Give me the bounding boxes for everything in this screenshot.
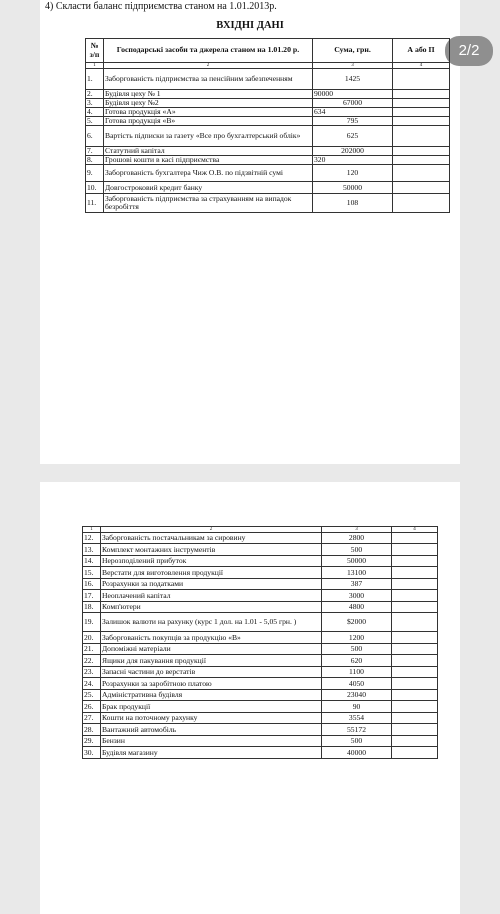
row-number: 13. — [83, 544, 101, 556]
row-asset-or-liability — [392, 567, 438, 579]
row-sum: 4050 — [322, 678, 392, 690]
table-row — [83, 644, 438, 655]
row-asset-or-liability — [392, 701, 438, 713]
row-item-name: Будівля цеху №2 — [104, 99, 313, 108]
row-asset-or-liability — [393, 90, 450, 99]
table-row — [86, 147, 450, 156]
row-item-name: Заборгованість постачальникам за сировину — [101, 533, 322, 544]
column-number: 4 — [393, 63, 450, 69]
row-item-name: Вантажний автомобіль — [101, 724, 322, 736]
row-item-name: Довгостроковий кредит банку — [104, 182, 313, 194]
row-asset-or-liability — [392, 544, 438, 556]
row-asset-or-liability — [392, 602, 438, 613]
table-row — [83, 736, 438, 747]
table-row — [86, 126, 450, 147]
row-sum: 108 — [313, 194, 393, 213]
table-row — [83, 632, 438, 644]
row-item-name: Заборгованість підприємства за пенсійним забезпеченням — [104, 69, 313, 90]
row-sum: 625 — [313, 126, 393, 147]
row-number: 22. — [83, 655, 101, 667]
row-sum: $2000 — [322, 613, 392, 632]
row-item-name: Будівля цеху № 1 — [104, 90, 313, 99]
row-number: 4. — [86, 108, 104, 117]
row-asset-or-liability — [392, 678, 438, 690]
table-row — [86, 69, 450, 90]
column-number: 1 — [83, 527, 101, 533]
column-number: 3 — [313, 63, 393, 69]
row-number: 18. — [83, 602, 101, 613]
table-row — [83, 690, 438, 701]
row-asset-or-liability — [392, 724, 438, 736]
row-item-name: Брак продукції — [101, 701, 322, 713]
page-counter-badge: 2/2 — [445, 36, 493, 66]
row-asset-or-liability — [393, 99, 450, 108]
row-number: 19. — [83, 613, 101, 632]
table-row — [83, 602, 438, 613]
table-row — [83, 655, 438, 667]
table-row — [83, 678, 438, 690]
row-number: 20. — [83, 632, 101, 644]
row-asset-or-liability — [392, 556, 438, 567]
row-item-name: Розрахунки за заробітною платою — [101, 678, 322, 690]
table-row — [83, 567, 438, 579]
row-asset-or-liability — [392, 533, 438, 544]
table-row — [83, 533, 438, 544]
row-number: 7. — [86, 147, 104, 156]
row-asset-or-liability — [392, 613, 438, 632]
header-number: № з/п — [86, 39, 104, 63]
table-row — [83, 556, 438, 567]
table-row — [83, 613, 438, 632]
row-number: 28. — [83, 724, 101, 736]
row-sum: 202000 — [313, 147, 393, 156]
row-sum: 50000 — [322, 556, 392, 567]
row-sum: 1100 — [322, 667, 392, 678]
row-sum: 320 — [313, 156, 393, 165]
row-sum: 634 — [313, 108, 393, 117]
row-asset-or-liability — [392, 736, 438, 747]
row-sum: 387 — [322, 579, 392, 590]
row-number: 14. — [83, 556, 101, 567]
table-row — [83, 590, 438, 602]
row-asset-or-liability — [393, 194, 450, 213]
row-asset-or-liability — [392, 747, 438, 759]
row-sum: 795 — [313, 117, 393, 126]
header-asset-or-liability: А або П — [393, 39, 450, 63]
row-item-name: Заборгованість покупців за продукцію «В» — [101, 632, 322, 644]
row-item-name: Неоплачений капітал — [101, 590, 322, 602]
row-sum: 620 — [322, 655, 392, 667]
row-sum: 23040 — [322, 690, 392, 701]
row-number: 3. — [86, 99, 104, 108]
row-item-name: Готова продукція «А» — [104, 108, 313, 117]
header-sum: Сума, грн. — [313, 39, 393, 63]
row-number: 5. — [86, 117, 104, 126]
row-asset-or-liability — [392, 690, 438, 701]
row-number: 6. — [86, 126, 104, 147]
row-item-name: Адміністративна будівля — [101, 690, 322, 701]
row-sum: 3554 — [322, 713, 392, 724]
input-data-table-2 — [82, 526, 438, 759]
row-asset-or-liability — [392, 579, 438, 590]
row-number: 21. — [83, 644, 101, 655]
row-asset-or-liability — [393, 117, 450, 126]
row-number: 1. — [86, 69, 104, 90]
row-sum: 2800 — [322, 533, 392, 544]
row-sum: 67000 — [313, 99, 393, 108]
row-asset-or-liability — [393, 165, 450, 182]
table-row — [86, 165, 450, 182]
row-sum: 500 — [322, 544, 392, 556]
row-item-name: Комп'ютери — [101, 602, 322, 613]
column-number: 3 — [322, 527, 392, 533]
table-row — [86, 90, 450, 99]
table-row — [86, 99, 450, 108]
input-data-table-1 — [85, 38, 450, 213]
column-number: 1 — [86, 63, 104, 69]
row-asset-or-liability — [393, 182, 450, 194]
table-row — [83, 579, 438, 590]
row-asset-or-liability — [393, 156, 450, 165]
table-row — [86, 117, 450, 126]
row-asset-or-liability — [392, 590, 438, 602]
row-number: 25. — [83, 690, 101, 701]
header-item: Господарські засоби та джерела станом на 1.01.20 р. — [104, 39, 313, 63]
row-item-name: Розрахунки за податками — [101, 579, 322, 590]
row-item-name: Грошові кошти в касі підприємства — [104, 156, 313, 165]
row-item-name: Заборгованість бухгалтера Чиж О.В. по підзвітній сумі — [104, 165, 313, 182]
row-number: 26. — [83, 701, 101, 713]
row-sum: 50000 — [313, 182, 393, 194]
row-item-name: Нерозподілений прибуток — [101, 556, 322, 567]
row-item-name: Готова продукція «В» — [104, 117, 313, 126]
row-item-name: Статутний капітал — [104, 147, 313, 156]
row-sum: 90000 — [313, 90, 393, 99]
table-title: ВХІДНІ ДАНІ — [216, 20, 284, 31]
row-asset-or-liability — [392, 655, 438, 667]
column-number: 2 — [101, 527, 322, 533]
table-row — [83, 667, 438, 678]
row-asset-or-liability — [393, 147, 450, 156]
table-row — [86, 108, 450, 117]
task-heading: 4) Скласти баланс підприємства станом на 1.01.2013р. — [45, 1, 277, 12]
row-item-name: Комплект монтажних інструментів — [101, 544, 322, 556]
row-item-name: Бензин — [101, 736, 322, 747]
row-number: 29. — [83, 736, 101, 747]
table-row — [86, 156, 450, 165]
row-sum: 500 — [322, 736, 392, 747]
row-number: 12. — [83, 533, 101, 544]
column-number: 4 — [392, 527, 438, 533]
row-number: 23. — [83, 667, 101, 678]
table-row — [83, 544, 438, 556]
row-item-name: Вартість підписки за газету «Все про бухгалтерський облік» — [104, 126, 313, 147]
row-item-name: Запасні частини до верстатів — [101, 667, 322, 678]
row-sum: 13100 — [322, 567, 392, 579]
row-sum: 1200 — [322, 632, 392, 644]
table-row — [86, 182, 450, 194]
row-item-name: Залишок валюти на рахунку (курс 1 дол. на 1.01 - 5,05 грн. ) — [101, 613, 322, 632]
row-asset-or-liability — [392, 644, 438, 655]
table-row — [83, 724, 438, 736]
row-sum: 55172 — [322, 724, 392, 736]
row-number: 24. — [83, 678, 101, 690]
row-asset-or-liability — [393, 69, 450, 90]
row-asset-or-liability — [393, 108, 450, 117]
row-item-name: Кошти на поточному рахунку — [101, 713, 322, 724]
row-sum: 40000 — [322, 747, 392, 759]
column-number: 2 — [104, 63, 313, 69]
row-number: 8. — [86, 156, 104, 165]
row-number: 27. — [83, 713, 101, 724]
row-sum: 90 — [322, 701, 392, 713]
table-row — [86, 194, 450, 213]
row-asset-or-liability — [392, 713, 438, 724]
row-item-name: Заборгованість підприємства за страхуванням на випадок безробіття — [104, 194, 313, 213]
table-row — [83, 747, 438, 759]
table-row — [83, 701, 438, 713]
row-item-name: Ящики для пакування продукції — [101, 655, 322, 667]
row-asset-or-liability — [393, 126, 450, 147]
row-number: 17. — [83, 590, 101, 602]
row-number: 9. — [86, 165, 104, 182]
row-number: 15. — [83, 567, 101, 579]
row-number: 2. — [86, 90, 104, 99]
row-asset-or-liability — [392, 632, 438, 644]
row-sum: 4800 — [322, 602, 392, 613]
row-asset-or-liability — [392, 667, 438, 678]
row-sum: 3000 — [322, 590, 392, 602]
row-item-name: Верстати для виготовлення продукції — [101, 567, 322, 579]
table-row — [83, 713, 438, 724]
row-item-name: Допоміжні матеріали — [101, 644, 322, 655]
row-number: 11. — [86, 194, 104, 213]
row-sum: 500 — [322, 644, 392, 655]
row-sum: 1425 — [313, 69, 393, 90]
row-number: 16. — [83, 579, 101, 590]
row-number: 30. — [83, 747, 101, 759]
row-sum: 120 — [313, 165, 393, 182]
row-item-name: Будівля магазину — [101, 747, 322, 759]
row-number: 10. — [86, 182, 104, 194]
